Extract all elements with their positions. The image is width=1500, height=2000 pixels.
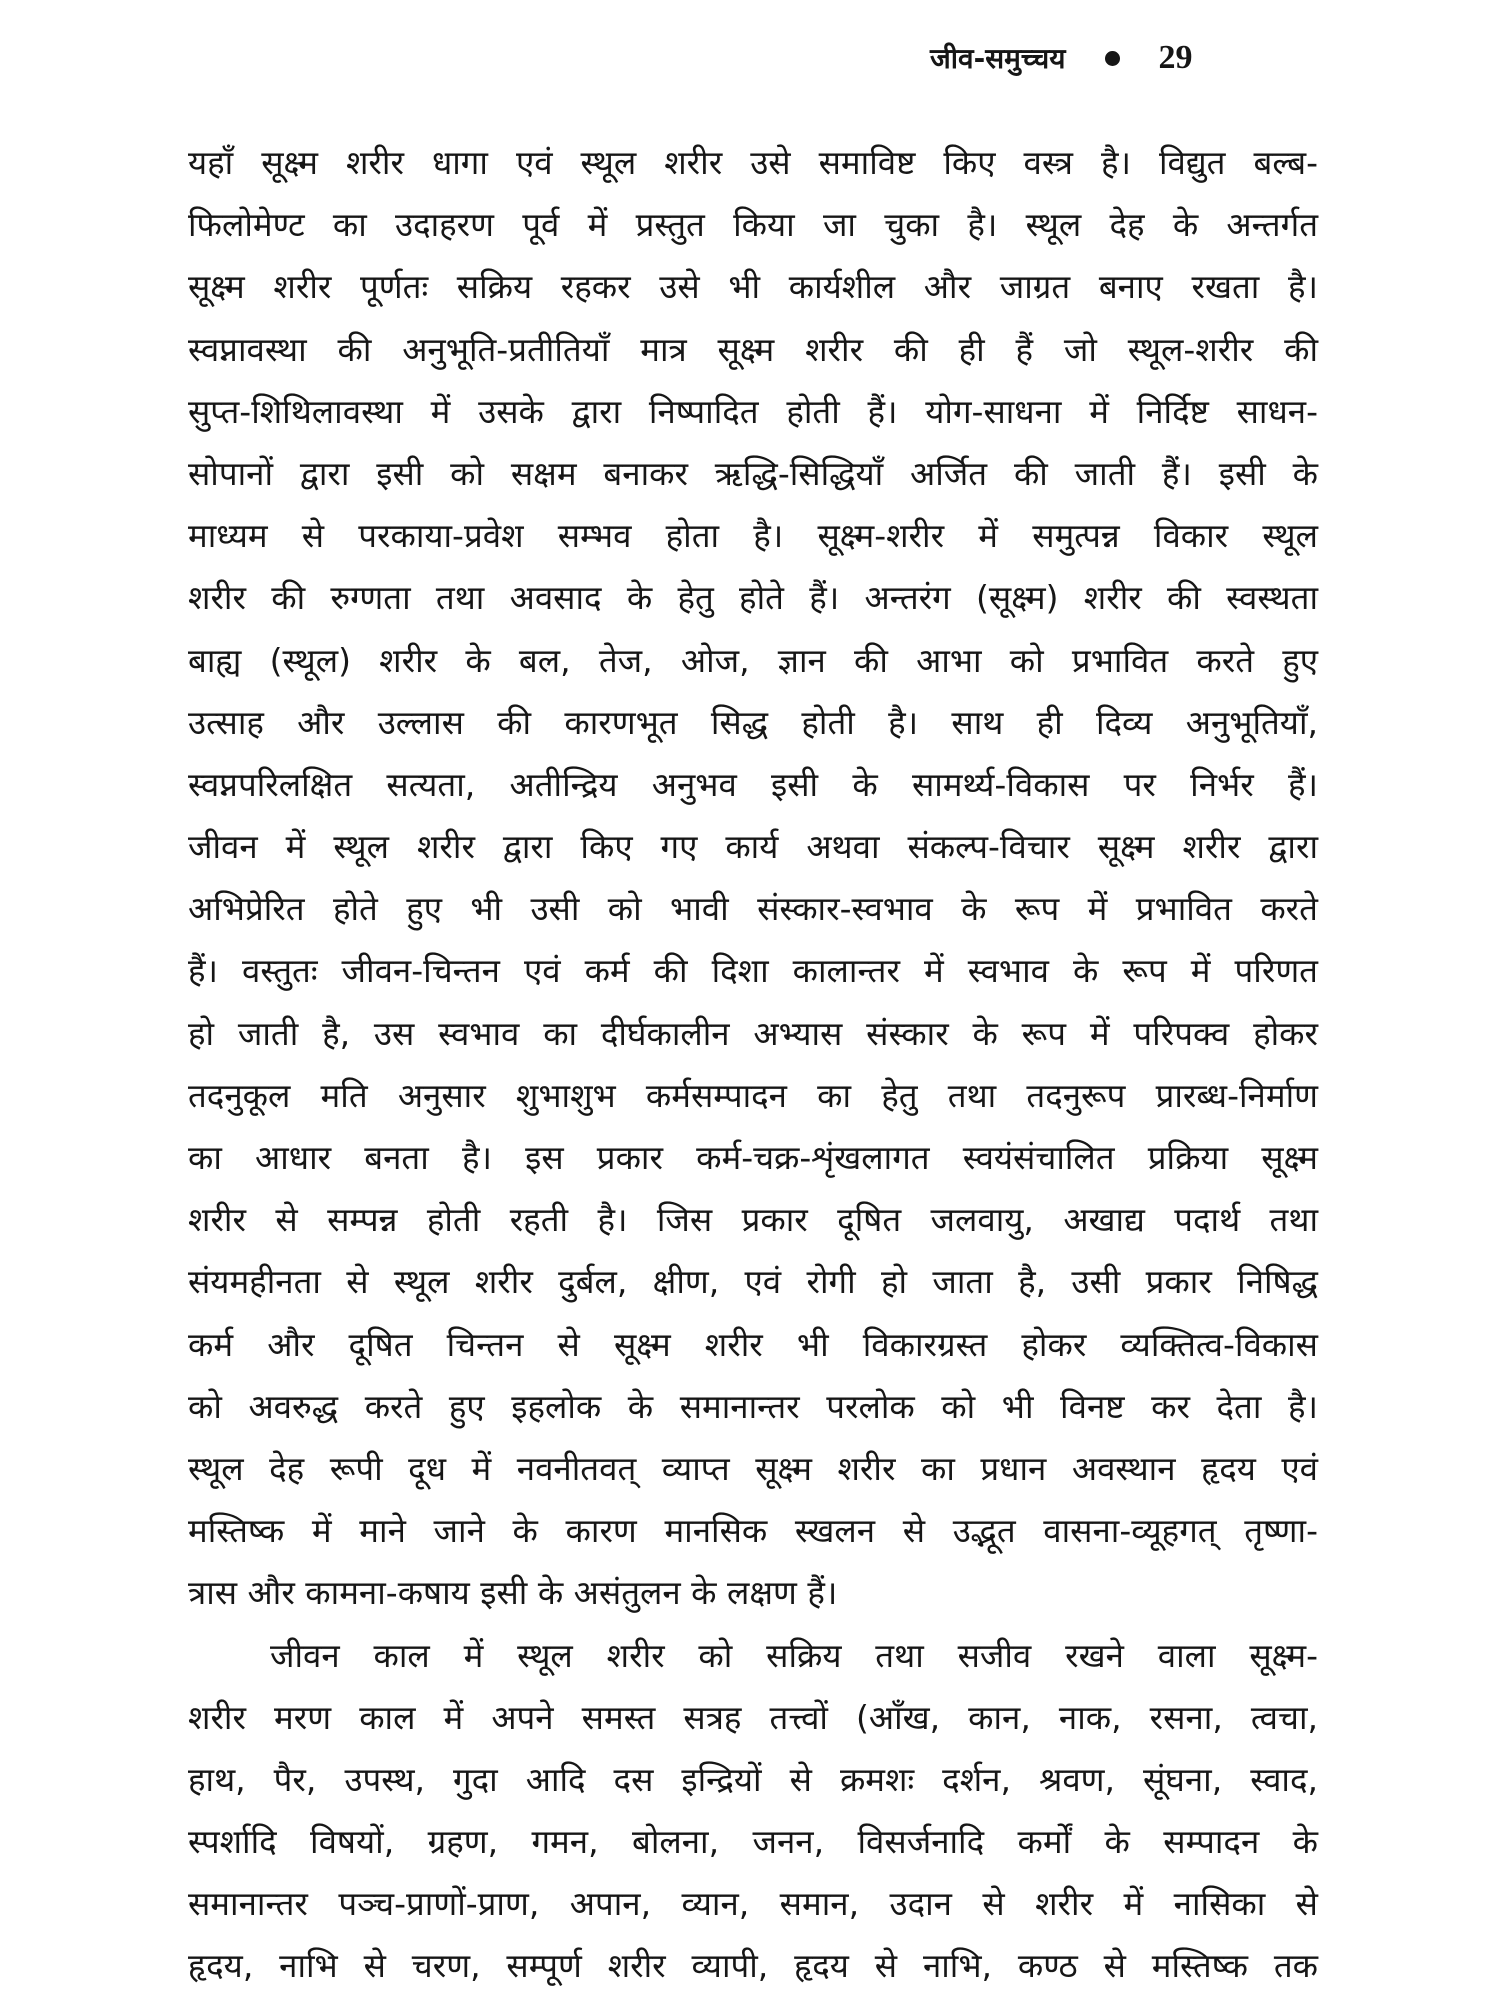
- text-line: को अवरुद्ध करते हुए इहलोक के समानान्तर परलोक को भी विनष्ट कर देता है।: [188, 1386, 1318, 1426]
- text-line: स्थूल देह रूपी दूध में नवनीतवत् व्याप्त सूक्ष्म शरीर का प्रधान अवस्थान हृदय एवं: [188, 1448, 1318, 1488]
- text-line: स्वप्नपरिलक्षित सत्यता, अतीन्द्रिय अनुभव इसी के सामर्थ्य-विकास पर निर्भर हैं।: [188, 764, 1318, 804]
- text-line: कर्म और दूषित चिन्तन से सूक्ष्म शरीर भी विकारग्रस्त होकर व्यक्तित्व-विकास: [188, 1324, 1318, 1364]
- body-text: [188, 132, 1318, 1998]
- text-line: सूक्ष्म शरीर पूर्णतः सक्रिय रहकर उसे भी कार्यशील और जाग्रत बनाए रखता है।: [188, 267, 1318, 307]
- text-line: जीवन काल में स्थूल शरीर को सक्रिय तथा सजीव रखने वाला सूक्ष्म-: [270, 1635, 1318, 1675]
- text-line: अभिप्रेरित होते हुए भी उसी को भावी संस्कार-स्वभाव के रूप में प्रभावित करते: [188, 889, 1318, 929]
- text-line: हो जाती है, उस स्वभाव का दीर्घकालीन अभ्यास संस्कार के रूप में परिपक्व होकर: [188, 1013, 1318, 1053]
- text-line: शरीर से सम्पन्न होती रहती है। जिस प्रकार दूषित जलवायु, अखाद्य पदार्थ तथा: [188, 1200, 1318, 1240]
- paragraph-2: [188, 1625, 1318, 1998]
- text-line: हाथ, पैर, उपस्थ, गुदा आदि दस इन्द्रियों से क्रमशः दर्शन, श्रवण, सूंघना, स्वाद,: [188, 1759, 1318, 1799]
- text-line: हृदय, नाभि से चरण, सम्पूर्ण शरीर व्यापी, हृदय से नाभि, कण्ठ से मस्तिष्क तक: [188, 1946, 1318, 1986]
- text-line: त्रास और कामना-कषाय इसी के असंतुलन के लक्षण हैं।: [188, 1573, 838, 1613]
- text-line: समानान्तर पञ्च-प्राणों-प्राण, अपान, व्यान, समान, उदान से शरीर में नासिका से: [188, 1884, 1318, 1924]
- text-line: मस्तिष्क में माने जाने के कारण मानसिक स्खलन से उद्भूत वासना-व्यूहगत् तृष्णा-: [188, 1511, 1318, 1551]
- text-line: उत्साह और उल्लास की कारणभूत सिद्ध होती है। साथ ही दिव्य अनुभूतियाँ,: [188, 702, 1318, 742]
- text-line: का आधार बनता है। इस प्रकार कर्म-चक्र-शृंखलागत स्वयंसंचालित प्रक्रिया सूक्ष्म: [188, 1138, 1318, 1177]
- text-line: सुप्त-शिथिलावस्था में उसके द्वारा निष्पादित होती हैं। योग-साधना में निर्दिष्ट साधन-: [188, 391, 1318, 431]
- running-header: [930, 34, 1330, 82]
- chapter-title: जीव-समुच्चय: [930, 42, 1066, 75]
- text-line: शरीर की रुग्णता तथा अवसाद के हेतु होते हैं। अन्तरंग (सूक्ष्म) शरीर की स्वस्थता: [188, 578, 1318, 618]
- page-number: 29: [1158, 39, 1193, 76]
- text-line: स्पर्शादि विषयों, ग्रहण, गमन, बोलना, जनन, विसर्जनादि कर्मों के सम्पादन के: [188, 1822, 1318, 1862]
- text-line: माध्यम से परकाया-प्रवेश सम्भव होता है। सूक्ष्म-शरीर में समुत्पन्न विकार स्थूल: [188, 516, 1318, 556]
- text-line: शरीर मरण काल में अपने समस्त सत्रह तत्त्वों (आँख, कान, नाक, रसना, त्वचा,: [188, 1697, 1318, 1737]
- text-line: फिलोमेण्ट का उदाहरण पूर्व में प्रस्तुत किया जा चुका है। स्थूल देह के अन्तर्गत: [188, 205, 1318, 245]
- text-line: जीवन में स्थूल शरीर द्वारा किए गए कार्य अथवा संकल्प-विचार सूक्ष्म शरीर द्वारा: [188, 827, 1318, 867]
- text-line: तदनुकूल मति अनुसार शुभाशुभ कर्मसम्पादन का हेतु तथा तदनुरूप प्रारब्ध-निर्माण: [188, 1075, 1318, 1115]
- text-line: स्वप्नावस्था की अनुभूति-प्रतीतियाँ मात्र सूक्ष्म शरीर की ही हैं जो स्थूल-शरीर की: [188, 329, 1318, 369]
- text-line: हैं। वस्तुतः जीवन-चिन्तन एवं कर्म की दिशा कालान्तर में स्वभाव के रूप में परिणत: [188, 951, 1318, 991]
- paragraph-1: [188, 132, 1318, 1625]
- text-line: संयमहीनता से स्थूल शरीर दुर्बल, क्षीण, एवं रोगी हो जाता है, उसी प्रकार निषिद्ध: [188, 1262, 1318, 1302]
- text-line: सोपानों द्वारा इसी को सक्षम बनाकर ऋद्धि-सिद्धियाँ अर्जित की जाती हैं। इसी के: [188, 453, 1318, 493]
- text-line: बाह्य (स्थूल) शरीर के बल, तेज, ओज, ज्ञान की आभा को प्रभावित करते हुए: [188, 640, 1318, 680]
- bullet-separator-icon: [1105, 51, 1120, 66]
- text-line: यहाँ सूक्ष्म शरीर धागा एवं स्थूल शरीर उसे समाविष्ट किए वस्त्र है। विद्युत बल्ब-: [188, 143, 1318, 182]
